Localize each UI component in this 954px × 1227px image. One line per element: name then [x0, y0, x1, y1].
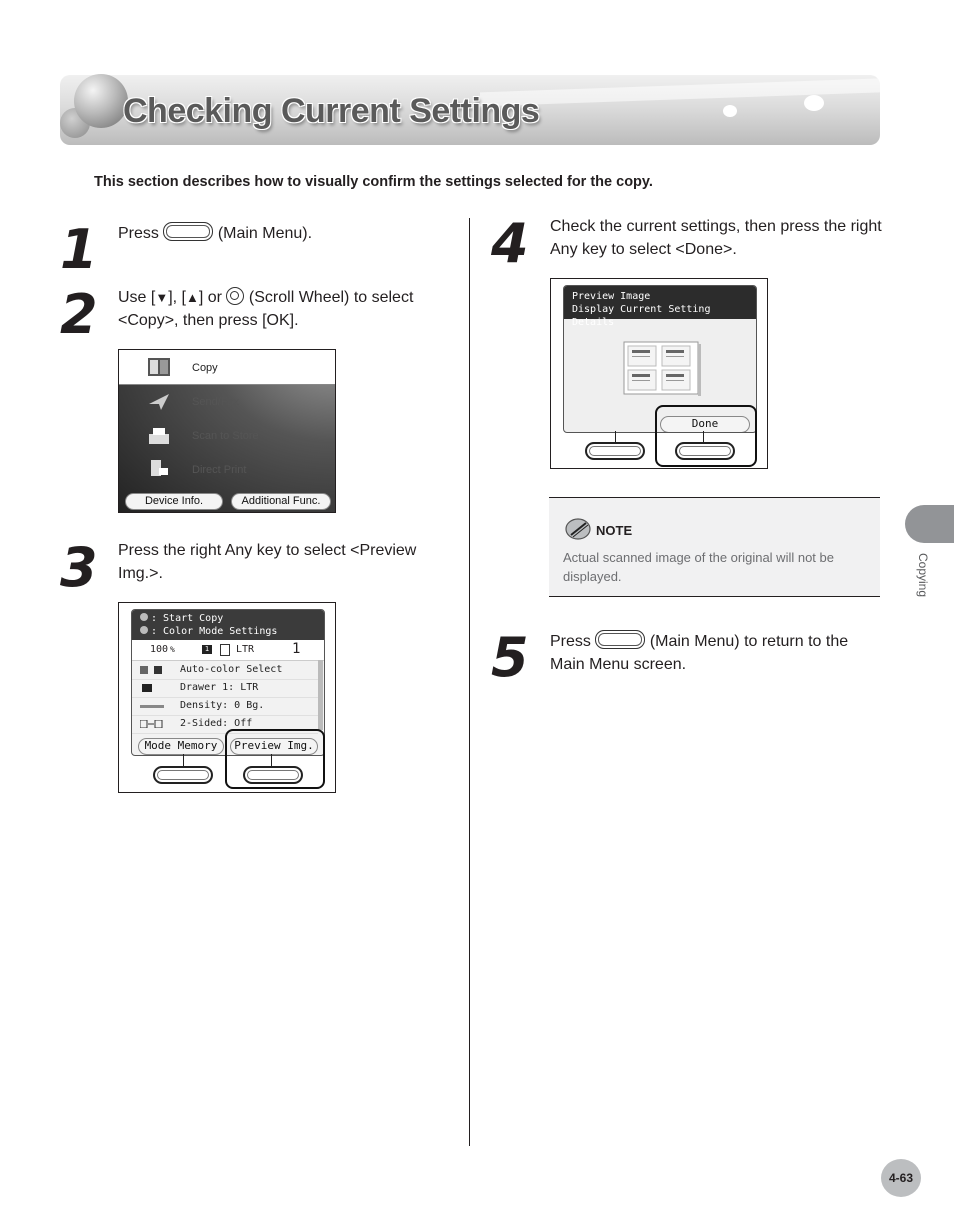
step-2-text	[118, 286, 458, 332]
preview-thumbnail	[622, 340, 702, 396]
setting-row-drawer-label: Drawer 1: LTR	[180, 682, 259, 693]
additional-func-button[interactable]: Additional Func.	[231, 493, 331, 510]
copy-screen-header	[132, 610, 324, 640]
step-number-1: 1	[60, 218, 95, 281]
setting-row-2sided-label: 2-Sided: Off	[180, 718, 253, 729]
page-title: Checking Current Settings	[123, 92, 540, 130]
paper-icon	[220, 644, 230, 656]
step-2-text-a: Use [	[118, 289, 156, 306]
menu-item-direct-print[interactable]: Direct Print	[192, 464, 247, 476]
step-3-text: Press the right Any key to select <Preview Img.>.	[118, 542, 417, 582]
menu-item-scan-to-store[interactable]: Scan to Store	[192, 430, 259, 442]
menu-item-copy[interactable]: Copy	[192, 362, 218, 374]
step-5-text-a: Press	[550, 633, 591, 650]
copy-quantity: 1	[292, 641, 301, 657]
step-4-text: Check the current settings, then press the right Any key to select <Done>.	[550, 218, 882, 258]
note-title: NOTE	[596, 523, 633, 538]
scrollbar[interactable]	[318, 660, 323, 730]
scan-to-store-icon	[147, 426, 171, 446]
intro-text: This section describes how to visually confirm the settings selected for the copy.	[94, 174, 653, 190]
ok-icon	[140, 626, 148, 634]
mode-memory-button[interactable]: Mode Memory	[138, 738, 224, 755]
density-icon	[140, 702, 164, 710]
note-text: Actual scanned image of the original will not be displayed.	[563, 550, 834, 584]
setting-row-color-label: Auto-color Select	[180, 664, 283, 675]
direct-print-icon	[147, 458, 171, 478]
step-1-text-b: (Main Menu).	[217, 225, 313, 242]
zoom-unit: %	[170, 645, 175, 654]
up-arrow-icon: ▲	[186, 290, 199, 305]
two-sided-icon	[140, 720, 164, 728]
preview-header-subtitle: Display Current Setting Details	[572, 304, 711, 328]
left-any-key[interactable]	[153, 766, 213, 784]
copy-icon	[147, 357, 171, 377]
setting-row-drawer[interactable]	[132, 680, 318, 698]
preview-screen	[550, 278, 768, 469]
color-mode-icon	[140, 666, 164, 674]
preview-img-button[interactable]: Preview Img.	[230, 738, 318, 755]
start-icon	[140, 613, 148, 621]
copy-status-row	[132, 640, 324, 661]
step-2-text-d: (Scroll Wheel) to select <Copy>, then press [OK].	[118, 289, 414, 329]
main-menu-key-icon-2	[595, 630, 645, 649]
drawer-badge: 1	[202, 645, 212, 654]
menu-item-send-fax[interactable]: Send/Fax	[192, 396, 240, 408]
step-1-text-a: Press	[118, 225, 159, 242]
down-arrow-icon: ▼	[155, 290, 169, 305]
step-2-text-c: ] or	[198, 289, 222, 306]
preview-header	[564, 286, 756, 328]
preview-left-any-key[interactable]	[585, 442, 645, 460]
chapter-label: Copying	[916, 553, 930, 598]
column-divider	[469, 218, 470, 1146]
send-fax-icon	[147, 392, 171, 412]
setting-row-color[interactable]	[132, 662, 318, 680]
page-number: 4-63	[881, 1159, 921, 1197]
step-5-text-b: (Main Menu) to return to the Main Menu screen.	[550, 633, 849, 673]
step-1-text	[118, 222, 458, 245]
drawer-icon	[140, 684, 164, 692]
main-menu-key-icon	[163, 222, 213, 241]
step-number-5: 5	[491, 626, 526, 689]
setting-row-density-label: Density: 0 Bg.	[180, 700, 265, 711]
step-5-text	[550, 630, 885, 676]
scroll-wheel-icon	[226, 287, 244, 305]
main-menu-screen	[118, 349, 336, 513]
banner-decoration-sphere	[74, 74, 128, 128]
pencil-note-icon	[565, 518, 593, 540]
step-number-2: 2	[60, 283, 95, 346]
preview-header-title: Preview Image	[572, 291, 651, 302]
done-button[interactable]: Done	[660, 416, 750, 433]
paper-size: LTR	[236, 644, 255, 655]
step-number-3: 3	[60, 536, 95, 599]
preview-right-any-key[interactable]	[675, 442, 735, 460]
header-color-mode: : Color Mode Settings	[151, 626, 278, 637]
step-2-text-b: ], [	[168, 289, 186, 306]
left-key-stem	[183, 754, 184, 766]
zoom-value: 100	[150, 644, 169, 655]
right-key-stem	[271, 754, 272, 766]
setting-row-density[interactable]	[132, 698, 318, 716]
chapter-tab	[905, 505, 954, 543]
step-number-4: 4	[491, 212, 526, 275]
copy-settings-screen	[118, 602, 336, 793]
header-start-copy: : Start Copy	[151, 613, 224, 624]
device-info-button[interactable]: Device Info.	[125, 493, 223, 510]
right-any-key[interactable]	[243, 766, 303, 784]
